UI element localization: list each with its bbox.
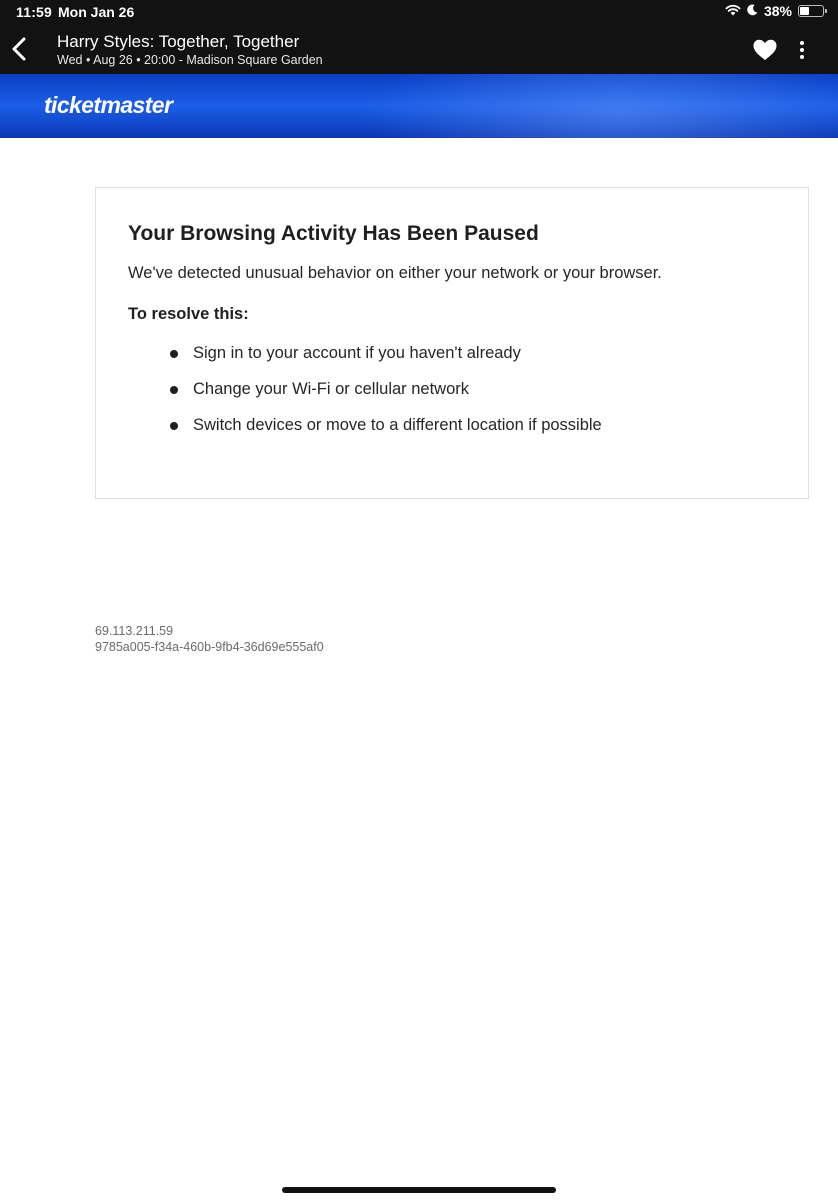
resolve-steps-list (170, 344, 602, 452)
favorite-button[interactable] (752, 38, 778, 62)
error-title: Your Browsing Activity Has Been Paused (128, 222, 539, 245)
moon-icon (747, 3, 758, 19)
event-subtitle: Wed • Aug 26 • 20:00 - Madison Square Garden (57, 53, 323, 67)
diagnostic-info (95, 623, 324, 655)
ticketmaster-logo[interactable]: ticketmaster (44, 92, 173, 118)
resolve-heading: To resolve this: (128, 305, 249, 323)
ip-address: 69.113.211.59 (95, 624, 174, 638)
error-card (95, 187, 809, 499)
wifi-icon (725, 3, 741, 19)
back-button[interactable] (8, 36, 32, 62)
more-options-button[interactable] (792, 38, 812, 62)
home-indicator[interactable] (282, 1187, 556, 1193)
app-top-bar (0, 0, 838, 74)
list-item: Sign in to your account if you haven't already (170, 344, 602, 380)
heart-icon (752, 38, 778, 62)
chevron-left-icon (8, 36, 32, 62)
battery-level-fill (800, 7, 809, 15)
event-title: Harry Styles: Together, Together (57, 32, 300, 51)
status-indicators (725, 3, 824, 19)
list-item: Change your Wi-Fi or cellular network (170, 380, 602, 416)
error-description: We've detected unusual behavior on either your network or your browser. (128, 264, 662, 282)
battery-icon (798, 5, 824, 17)
status-time: 11:59 (16, 4, 53, 20)
reference-id: 9785a005-f34a-460b-9fb4-36d69e555af0 (95, 640, 324, 654)
list-item: Switch devices or move to a different location if possible (170, 416, 602, 452)
status-date: Mon Jan 26 (58, 4, 135, 20)
battery-percent: 38% (763, 3, 792, 19)
brand-banner (0, 74, 838, 138)
more-vertical-icon (792, 38, 812, 62)
